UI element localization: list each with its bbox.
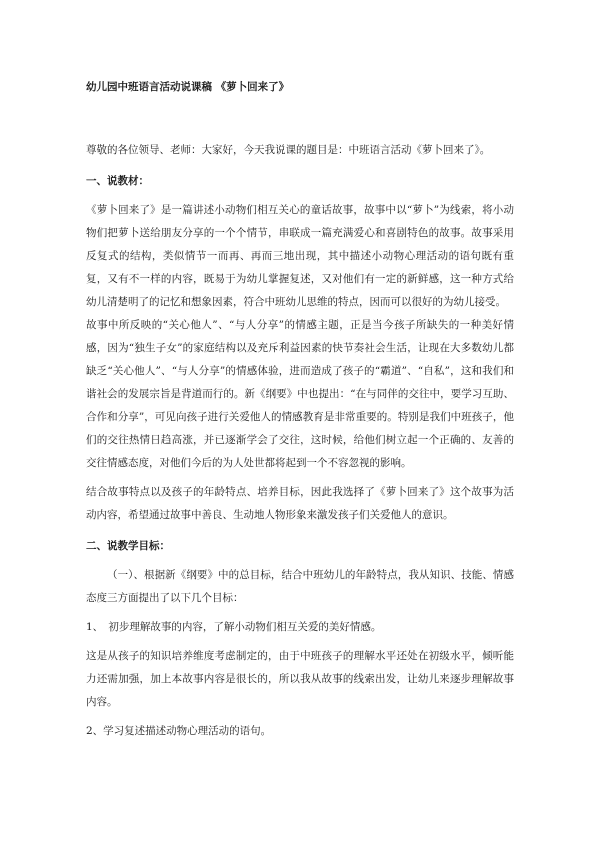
- goals-intro-paragraph: （一）、根据新《纲要》中的总目标，结合中班幼儿的年龄特点，我从知识、技能、情感态度三方面提出了以下几个目标：: [86, 569, 514, 604]
- greeting-paragraph: 尊敬的各位领导、老师：大家好，今天我说课的题目是：中班语言活动《萝卜回来了》。: [86, 144, 491, 156]
- section-heading-teaching-material: 一、说教材：: [86, 175, 149, 187]
- section-heading-teaching-goals: 二、说教学目标：: [86, 540, 170, 552]
- material-paragraph-3: 结合故事特点以及孩子的年龄特点、培养目标，因此我选择了《萝卜回来了》这个故事为活动内容，希望通过故事中善良、生动地人物形象来激发孩子们关爱他人的意识。: [86, 486, 514, 521]
- goal-item-2: 2、学习复述描述动物心理活动的语句。: [86, 725, 272, 737]
- document-title: 幼儿园中班语言活动说课稿 《萝卜回来了》: [86, 81, 290, 93]
- document-page: [86, 76, 514, 743]
- material-paragraph-2: 故事中所反映的“关心他人”、“与人分享”的情感主题，正是当今孩子所缺失的一种美好情感，因为“独生子女”的家庭结构以及充斥利益因素的快节奏社会生活，让现在大多数幼儿都缺乏“关心他人”、“与人分享”的情感体验，进而造成了孩子的“霸道”、“自私”，这和我们和谐社会的发展宗旨是背道而行的。新《纲要》中也提出：“在与同伴的交往中，要学习互助、合作和分享”，可见向孩子进行关爱他人的情感教育是非常重要的。特别是我们中班孩子，他们的交往热情日趋高涨，并已逐渐学会了交往，这时候，给他们树立起一个正确的、友善的交往情感态度，对他们今后的为人处世都将起到一个不容忽视的影响。: [86, 319, 514, 469]
- goal-1-explanation: 这是从孩子的知识培养维度考虑制定的，由于中班孩子的理解水平还处在初级水平，倾听能力还需加强，加上本故事内容是很长的，所以我从故事的线索出发，让幼儿来逐步理解故事内容。: [86, 650, 514, 708]
- material-paragraph-1: 《萝卜回来了》是一篇讲述小动物们相互关心的童话故事，故事中以“萝卜”为线索，将小动物们把萝卜送给朋友分享的一个个情节，串联成一篇充满爱心和喜剧特色的故事。故事采用反复式的结构，类似情节一而再、再而三地出现，其中描述小动物心理活动的语句既有重复，又有不一样的内容，既易于为幼儿掌握复述，又对他们有一定的新鲜感，这一种方式给幼儿清楚明了的记忆和想象因素，符合中班幼儿思维的特点，因而可以很好的为幼儿接受。: [86, 204, 514, 308]
- goal-item-1: 1、 初步理解故事的内容，了解小动物们相互关爱的美好情感。: [86, 621, 382, 633]
